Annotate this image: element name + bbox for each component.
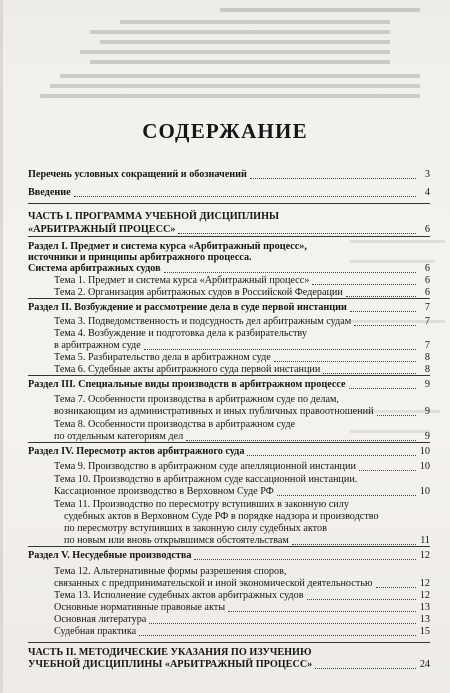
toc-page-number: 12 [419, 590, 430, 601]
toc-entry-text: Введение [28, 187, 71, 198]
toc-page-number: 6 [424, 263, 430, 274]
leader-dots [350, 303, 416, 312]
toc-entry-text: в арбитражном суде [54, 340, 141, 351]
toc-page-number: 7 [424, 340, 430, 351]
leader-dots [194, 551, 416, 560]
toc-entry-text: Тема 9. Производство в арбитражном суде апелляционной инстанции [54, 461, 356, 472]
toc-entry-text: Тема 8. Особенности производства в арбитражном суде [54, 419, 296, 430]
toc-page-number: 12 [419, 578, 430, 589]
toc-entry-text: Основные нормативные правовые акты [54, 602, 226, 613]
leader-dots [292, 536, 416, 545]
leader-dots [186, 432, 416, 441]
leader-dots [349, 380, 416, 389]
toc-entry-text: ЧАСТЬ I. ПРОГРАММА УЧЕБНОЙ ДИСЦИПЛИНЫ [28, 211, 280, 222]
toc-entry-text: Тема 10. Производство в арбитражном суде кассационной инстанции. [54, 474, 358, 485]
toc-page-number: 4 [424, 187, 430, 198]
toc-entry-text: Тема 11. Производство по пересмотру вступивших в законную силу [54, 499, 349, 510]
leader-dots [312, 276, 416, 285]
toc-page-number: 6 [424, 224, 430, 235]
toc-entry-text: Раздел IV. Пересмотр актов арбитражного суда [28, 446, 245, 457]
toc-entry-text: Тема 1. Предмет и система курса «Арбитражный процесс» [54, 275, 310, 286]
toc-entry-text: Тема 3. Подведомственность и подсудность дел арбитражным судам [54, 316, 352, 327]
toc-entry-text: Основная литература [54, 614, 147, 625]
toc-entry-text: Тема 12. Альтернативные формы разрешения споров, [54, 566, 287, 577]
toc-page-number: 6 [424, 287, 430, 298]
toc-entry-text: источники и принципы арбитражного процесса. [28, 252, 252, 263]
toc-entry-text: Раздел V. Несудебные производства [28, 550, 192, 561]
toc-page-number: 11 [420, 535, 430, 546]
toc-page-number: 9 [424, 431, 430, 442]
leader-dots [144, 341, 416, 350]
toc-entry-text: связанных с предпринимательской и иной экономической деятельностью [54, 578, 373, 589]
toc-page-number: 9 [424, 379, 430, 390]
toc-entry-text: Система арбитражных судов [28, 263, 161, 274]
leader-dots [178, 225, 416, 234]
toc-page-number: 12 [419, 550, 430, 561]
toc-entry-text: Судебная практика [54, 626, 137, 637]
leader-dots [274, 353, 416, 362]
toc-entry-text: судебных актов в Верховном Суде РФ в порядке надзора и производство [64, 511, 379, 522]
leader-dots [307, 591, 416, 600]
toc-entry-text: Раздел II. Возбуждение и рассмотрение дела в суде первой инстанции [28, 302, 347, 313]
leader-dots [346, 288, 416, 297]
toc-page-number: 24 [419, 659, 430, 670]
leader-dots [139, 627, 416, 636]
toc-page-number: 7 [424, 316, 430, 327]
toc-page-number: 8 [424, 364, 430, 375]
toc-entry-text: Тема 5. Разбирательство дела в арбитражном суде [54, 352, 271, 363]
toc-entry-text: Кассационное производство в Верховном Суде РФ [54, 486, 274, 497]
leader-dots [277, 487, 416, 496]
toc-page-number: 6 [424, 275, 430, 286]
leader-dots [149, 615, 416, 624]
toc-page-number: 9 [424, 406, 430, 417]
section-rule [28, 203, 430, 204]
toc-page-number: 8 [424, 352, 430, 363]
toc-entry-text: Тема 13. Исполнение судебных актов арбитражных судов [54, 590, 304, 601]
leader-dots [323, 365, 416, 374]
toc-entry-text: по отдельным категориям дел [54, 431, 184, 442]
toc-page-number: 15 [419, 626, 430, 637]
toc-page-number: 3 [424, 169, 430, 180]
leader-dots [247, 447, 416, 456]
leader-dots [377, 407, 416, 416]
toc-entry-text: по пересмотру вступивших в законную силу судебных актов [64, 523, 327, 534]
toc-page-number: 10 [419, 446, 430, 457]
toc-page-number: 13 [419, 602, 430, 613]
toc-page-number: 10 [419, 486, 430, 497]
toc-entry-text: «АРБИТРАЖНЫЙ ПРОЦЕСС» [28, 224, 176, 235]
toc-entry-text: Тема 4. Возбуждение и подготовка дела к разбирательству [54, 328, 307, 339]
toc-entry-text: УЧЕБНОЙ ДИСЦИПЛИНЫ «АРБИТРАЖНЫЙ ПРОЦЕСС» [28, 659, 313, 670]
toc-entry-text: Тема 6. Судебные акты арбитражного суда первой инстанции [54, 364, 321, 375]
leader-dots [359, 462, 416, 471]
section-rule [28, 642, 430, 643]
toc-entry-text: ЧАСТЬ II. МЕТОДИЧЕСКИЕ УКАЗАНИЯ ПО ИЗУЧЕНИЮ [28, 647, 312, 658]
toc-entry-text: возникающим из административных и иных публичных правоотношений [54, 406, 374, 417]
leader-dots [376, 579, 417, 588]
toc-page-number: 10 [419, 461, 430, 472]
toc-entry-text: по новым или вновь открывшимся обстоятельствам [64, 535, 289, 546]
leader-dots [354, 317, 416, 326]
toc-page-number: 7 [424, 302, 430, 313]
leader-dots [74, 188, 416, 197]
page-title: СОДЕРЖАНИЕ [142, 119, 308, 143]
toc-entry-text: Перечень условных сокращений и обозначений [28, 169, 247, 180]
toc-entry-text: Тема 7. Особенности производства в арбитражном суде по делам, [54, 394, 339, 405]
leader-dots [315, 660, 416, 669]
toc-entry-text: Раздел I. Предмет и система курса «Арбитражный процесс», [28, 241, 307, 252]
toc-entry-text: Тема 2. Организация арбитражных судов в Российской Федерации [54, 287, 343, 298]
toc-entry-text: Раздел III. Специальные виды производств в арбитражном процессе [28, 379, 346, 390]
toc-page-number: 13 [419, 614, 430, 625]
leader-dots [164, 264, 416, 273]
leader-dots [250, 170, 416, 179]
leader-dots [228, 603, 416, 612]
bleed-through-text [0, 0, 450, 112]
